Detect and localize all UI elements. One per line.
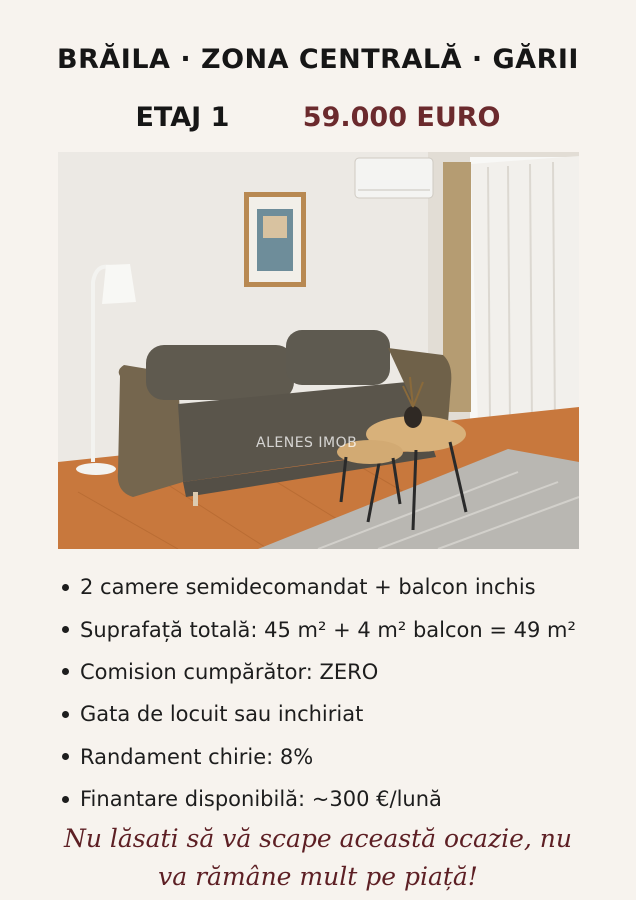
listing-title: BRĂILA · ZONA CENTRALĂ · GĂRII xyxy=(57,44,579,75)
watermark-text: ALENES IMOB xyxy=(256,435,358,451)
listing-subline xyxy=(0,102,636,133)
bullet-icon xyxy=(62,753,69,760)
list-item xyxy=(62,566,576,608)
list-item xyxy=(62,693,576,735)
cta-line-1: Nu lăsati să vă scape această ocazie, nu xyxy=(63,824,573,853)
list-item xyxy=(62,778,576,820)
bullet-icon xyxy=(62,796,69,803)
living-room-illustration xyxy=(58,152,579,549)
bullet-icon xyxy=(62,626,69,633)
list-item xyxy=(62,736,576,778)
list-item xyxy=(62,608,576,650)
floor-label: ETAJ 1 xyxy=(135,102,230,133)
feature-text: Randament chirie: 8% xyxy=(80,744,314,769)
feature-text: 2 camere semidecomandat + balcon inchis xyxy=(80,575,536,600)
call-to-action xyxy=(0,820,636,896)
bullet-icon xyxy=(62,711,69,718)
feature-text: Comision cumpărător: ZERO xyxy=(80,659,379,684)
bullet-icon xyxy=(62,668,69,675)
feature-list xyxy=(62,566,576,820)
cta-line-2: va rămâne mult pe piață! xyxy=(158,862,478,891)
feature-text: Suprafață totală: 45 m² + 4 m² balcon = 49 m² xyxy=(80,617,576,642)
list-item xyxy=(62,651,576,693)
feature-text: Gata de locuit sau inchiriat xyxy=(80,702,364,727)
bullet-icon xyxy=(62,584,69,591)
price-label: 59.000 EURO xyxy=(302,102,501,133)
apartment-photo xyxy=(58,152,579,549)
feature-text: Finantare disponibilă: ~300 €/lună xyxy=(80,787,442,812)
